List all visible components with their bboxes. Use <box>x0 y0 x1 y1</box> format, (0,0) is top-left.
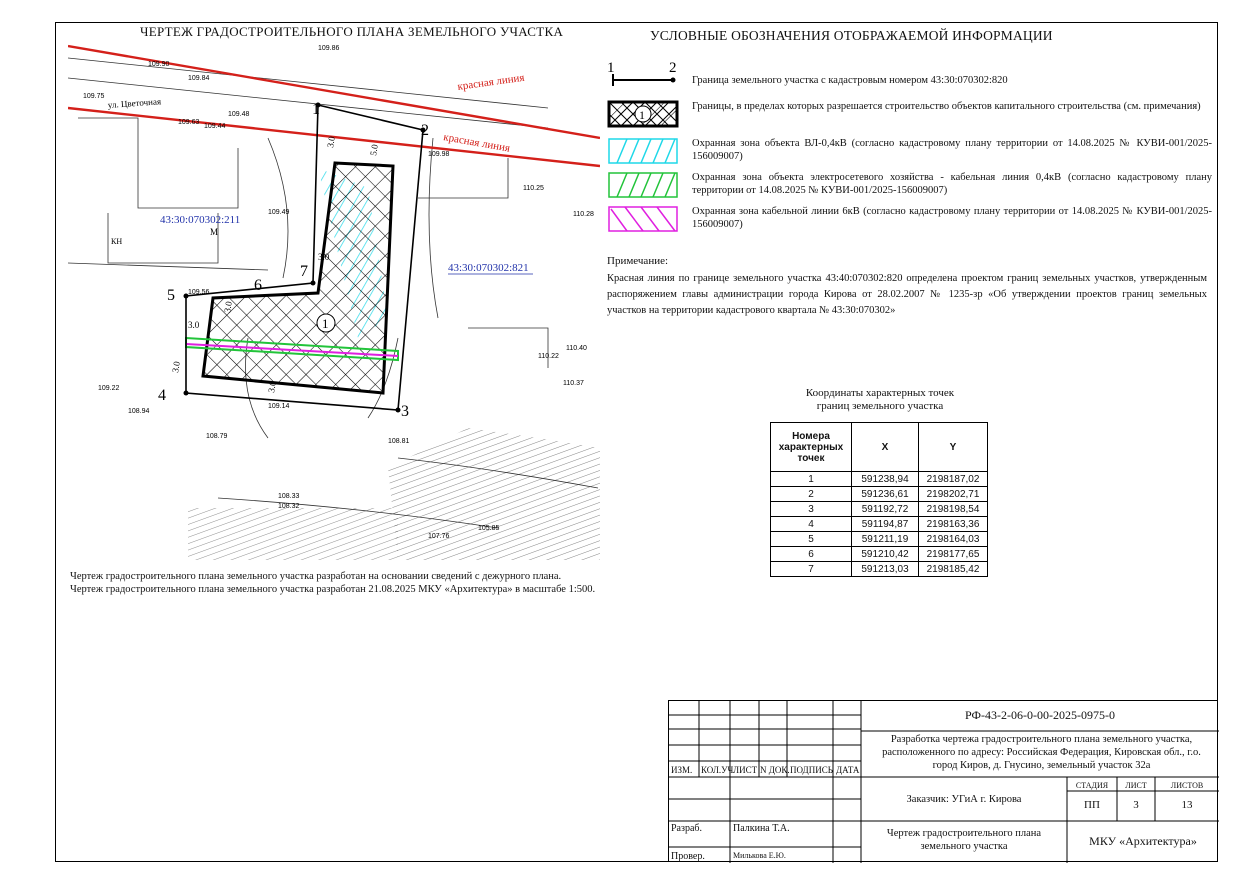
col-n-dok: N ДОК. <box>760 765 790 775</box>
developed-label: Разраб. <box>671 823 702 834</box>
sheet-label: ЛИСТ <box>1125 781 1147 790</box>
building-label: М <box>210 227 219 237</box>
dim-label: 3.0 <box>170 360 182 374</box>
checked-label: Провер. <box>671 851 705 862</box>
stage-label: СТАДИЯ <box>1075 781 1109 790</box>
spot-height: 109.84 <box>188 75 210 82</box>
legend-row-plot-boundary <box>607 60 1212 92</box>
point-label-1: 1 <box>312 101 320 118</box>
cell-y: 2198198,54 <box>919 502 988 517</box>
dim-label: 3.0 <box>325 135 337 149</box>
dim-label: 3.0 <box>318 252 330 262</box>
kn-label: КН <box>111 237 123 246</box>
spot-height: 109.98 <box>428 151 450 158</box>
col-kol-uch: КОЛ.УЧ <box>701 765 734 775</box>
symbol-label: 2 <box>669 60 677 76</box>
dim-label: 3.0 <box>222 300 234 314</box>
legend-row-green-zone <box>607 171 1212 203</box>
table-row <box>771 562 988 577</box>
cell-point: 7 <box>771 562 852 577</box>
dim-label: 3.0 <box>266 380 278 394</box>
zone-mark-label: 1 <box>322 316 329 331</box>
point-dot-6 <box>311 281 316 286</box>
spot-height: 108.79 <box>206 433 228 440</box>
customer: Заказчик: УГиА г. Кирова <box>906 794 1022 805</box>
spot-height: 107.76 <box>428 533 450 540</box>
cadastral-label-211: 43:30:070302:211 <box>160 214 241 226</box>
spot-height: 109.22 <box>98 385 120 392</box>
checked-by: Милькова Е.Ю. <box>733 851 786 860</box>
cell-y: 2198163,36 <box>919 517 988 532</box>
symbol-label: 1 <box>607 60 615 76</box>
table-row <box>771 472 988 487</box>
note-heading: Примечание: <box>607 255 669 267</box>
table-row <box>771 502 988 517</box>
table-row <box>771 517 988 532</box>
sheets-label: ЛИСТОВ <box>1170 781 1204 790</box>
cell-point: 2 <box>771 487 852 502</box>
point-dot-3 <box>396 408 401 413</box>
cell-point: 1 <box>771 472 852 487</box>
dim-label: 5.0 <box>368 143 380 157</box>
developed-by: Палкина Т.А. <box>733 823 790 834</box>
red-line-label-1: красная линия <box>456 71 526 93</box>
col-podpis: ПОДПИСЬ <box>790 765 833 775</box>
spot-height: 110.25 <box>523 185 544 192</box>
col-list: ЛИСТ <box>733 765 758 775</box>
cell-x: 591236,61 <box>852 487 919 502</box>
cell-point: 6 <box>771 547 852 562</box>
col-data: ДАТА <box>836 765 860 775</box>
spot-height: 109.63 <box>178 119 200 126</box>
header-point-number: Номера характерных точек <box>771 423 852 472</box>
spot-height: 110.28 <box>573 211 594 218</box>
drawing-title: ЧЕРТЕЖ ГРАДОСТРОИТЕЛЬНОГО ПЛАНА ЗЕМЕЛЬНОГО УЧАСТКА <box>140 24 564 39</box>
spot-height: 105.85 <box>478 525 500 532</box>
cell-point: 4 <box>771 517 852 532</box>
coordinates-title-line2: границ земельного участка <box>816 400 944 412</box>
spot-height: 108.81 <box>388 438 410 445</box>
cell-x: 591238,94 <box>852 472 919 487</box>
cell-x: 591192,72 <box>852 502 919 517</box>
cell-x: 591210,42 <box>852 547 919 562</box>
spot-height: 108.94 <box>128 408 150 415</box>
point-label-5: 5 <box>167 287 175 304</box>
table-row <box>771 547 988 562</box>
legend-text: Охранная зона кабельной линии 6кВ (согласно кадастровому плану территории от 14.08.2025 № КУВИ-001/2025-156009007) <box>692 206 1212 230</box>
spot-height: 109.86 <box>318 45 340 52</box>
basis-line-1: Чертеж градостроительного плана земельного участка разработан на основании сведений с дежурного плана. <box>70 571 562 582</box>
street-label: ул. Цветочная <box>107 96 162 110</box>
legend-row-cyan-zone <box>607 137 1212 169</box>
point-label-7: 7 <box>300 263 308 280</box>
doc-number: РФ-43-2-06-0-00-2025-0975-0 <box>965 708 1115 722</box>
legend-text: Охранная зона объекта электросетевого хозяйства - кабельная линия 0,4кВ (согласно кадастровому плану территории от 14.08.2025 № КУВИ-001/2025-156009007) <box>692 172 1212 196</box>
table-row <box>771 487 988 502</box>
cell-x: 591211,19 <box>852 532 919 547</box>
spot-height: 109.48 <box>228 111 250 118</box>
basis-text <box>70 570 595 596</box>
coordinates-table <box>770 422 988 577</box>
legend-text: Граница земельного участка с кадастровым номером 43:30:070302:820 <box>692 75 1008 86</box>
header-y: Y <box>919 423 988 472</box>
buildable-area-symbol <box>607 100 679 128</box>
point-dot-4 <box>184 391 189 396</box>
legend-row-buildable <box>607 100 1212 132</box>
cadastral-label-821: 43:30:070302:821 <box>448 262 529 274</box>
legend-title: УСЛОВНЫЕ ОБОЗНАЧЕНИЯ ОТОБРАЖАЕМОЙ ИНФОРМАЦИИ <box>650 28 1053 43</box>
header-x: X <box>852 423 919 472</box>
cell-y: 2198187,02 <box>919 472 988 487</box>
cell-y: 2198202,71 <box>919 487 988 502</box>
plot-boundary-symbol <box>607 60 679 88</box>
note-text: Красная линия по границе земельного участка 43:40:070302:820 определена проектом границ земельных участков, утвержденным распоряжением главы администрации города Кирова от 28.02.2007 № 1235-зр «Об утверждении проектов границ земельных участков на территории кадастрового квартала № 43:30:070302» <box>607 273 1207 316</box>
point-label-3: 3 <box>401 403 409 420</box>
point-label-2: 2 <box>421 122 429 139</box>
cyan-zone-symbol <box>607 137 679 165</box>
sheets-value: 13 <box>1181 799 1193 811</box>
cell-x: 591213,03 <box>852 562 919 577</box>
sheet-value: 3 <box>1133 799 1139 811</box>
col-izm: ИЗМ. <box>671 765 693 775</box>
legend-row-magenta-zone <box>607 205 1212 237</box>
coordinates-title <box>770 387 990 413</box>
table-header-row <box>771 423 988 472</box>
cell-y: 2198185,42 <box>919 562 988 577</box>
spot-height: 109.49 <box>268 209 290 216</box>
slope-hatch-2 <box>188 508 398 560</box>
table-row <box>771 532 988 547</box>
cell-y: 2198164,03 <box>919 532 988 547</box>
basis-line-2: Чертеж градостроительного плана земельного участка разработан 21.08.2025 МКУ «Архитектура» в масштабе 1:500. <box>70 584 596 595</box>
spot-height: 108.32 <box>278 503 300 510</box>
spot-height: 108.33 <box>278 493 300 500</box>
spot-height: 109.56 <box>188 289 210 296</box>
stage-value: ПП <box>1084 799 1100 811</box>
cell-y: 2198177,65 <box>919 547 988 562</box>
green-zone-symbol <box>607 171 679 199</box>
spot-height: 109.44 <box>204 123 226 130</box>
spot-height: 110.22 <box>538 353 559 360</box>
legend-text: Охранная зона объекта ВЛ-0,4кВ (согласно кадастровому плану территории от 14.08.2025 № КУВИ-001/2025-156009007) <box>692 138 1212 162</box>
spot-height: 109.90 <box>148 61 170 68</box>
drawing-name: Чертеж градостроительного плана земельного участка <box>886 828 1042 852</box>
slope-hatch <box>388 428 600 560</box>
red-line-1 <box>68 46 600 138</box>
point-label-4: 4 <box>158 387 166 404</box>
spot-height: 109.75 <box>83 93 105 100</box>
coordinates-body <box>771 472 988 577</box>
site-plan <box>68 38 600 560</box>
cell-point: 5 <box>771 532 852 547</box>
legend-text: Границы, в пределах которых разрешается строительство объектов капитального строительства (см. примечания) <box>692 101 1201 112</box>
symbol-label: 1 <box>639 108 645 122</box>
project-description: Разработка чертежа градостроительного плана земельного участка, расположенного по адресу: Российская Федерация, Кировская обл., г.о. город Киров, д. Гнусино, земельный участок 32а <box>882 734 1201 771</box>
cell-x: 591194,87 <box>852 517 919 532</box>
magenta-zone-symbol <box>607 205 679 233</box>
spot-height: 110.40 <box>566 345 587 352</box>
dim-label: 3.0 <box>188 320 200 330</box>
coordinates-title-line1: Координаты характерных точек <box>805 387 955 399</box>
red-line-label-2: красная линия <box>442 131 511 155</box>
spot-height: 110.37 <box>563 380 584 387</box>
cell-point: 3 <box>771 502 852 517</box>
point-label-6: 6 <box>254 277 262 294</box>
organization: МКУ «Архитектура» <box>1089 834 1197 848</box>
title-block <box>668 700 1218 862</box>
spot-height: 109.14 <box>268 403 290 410</box>
